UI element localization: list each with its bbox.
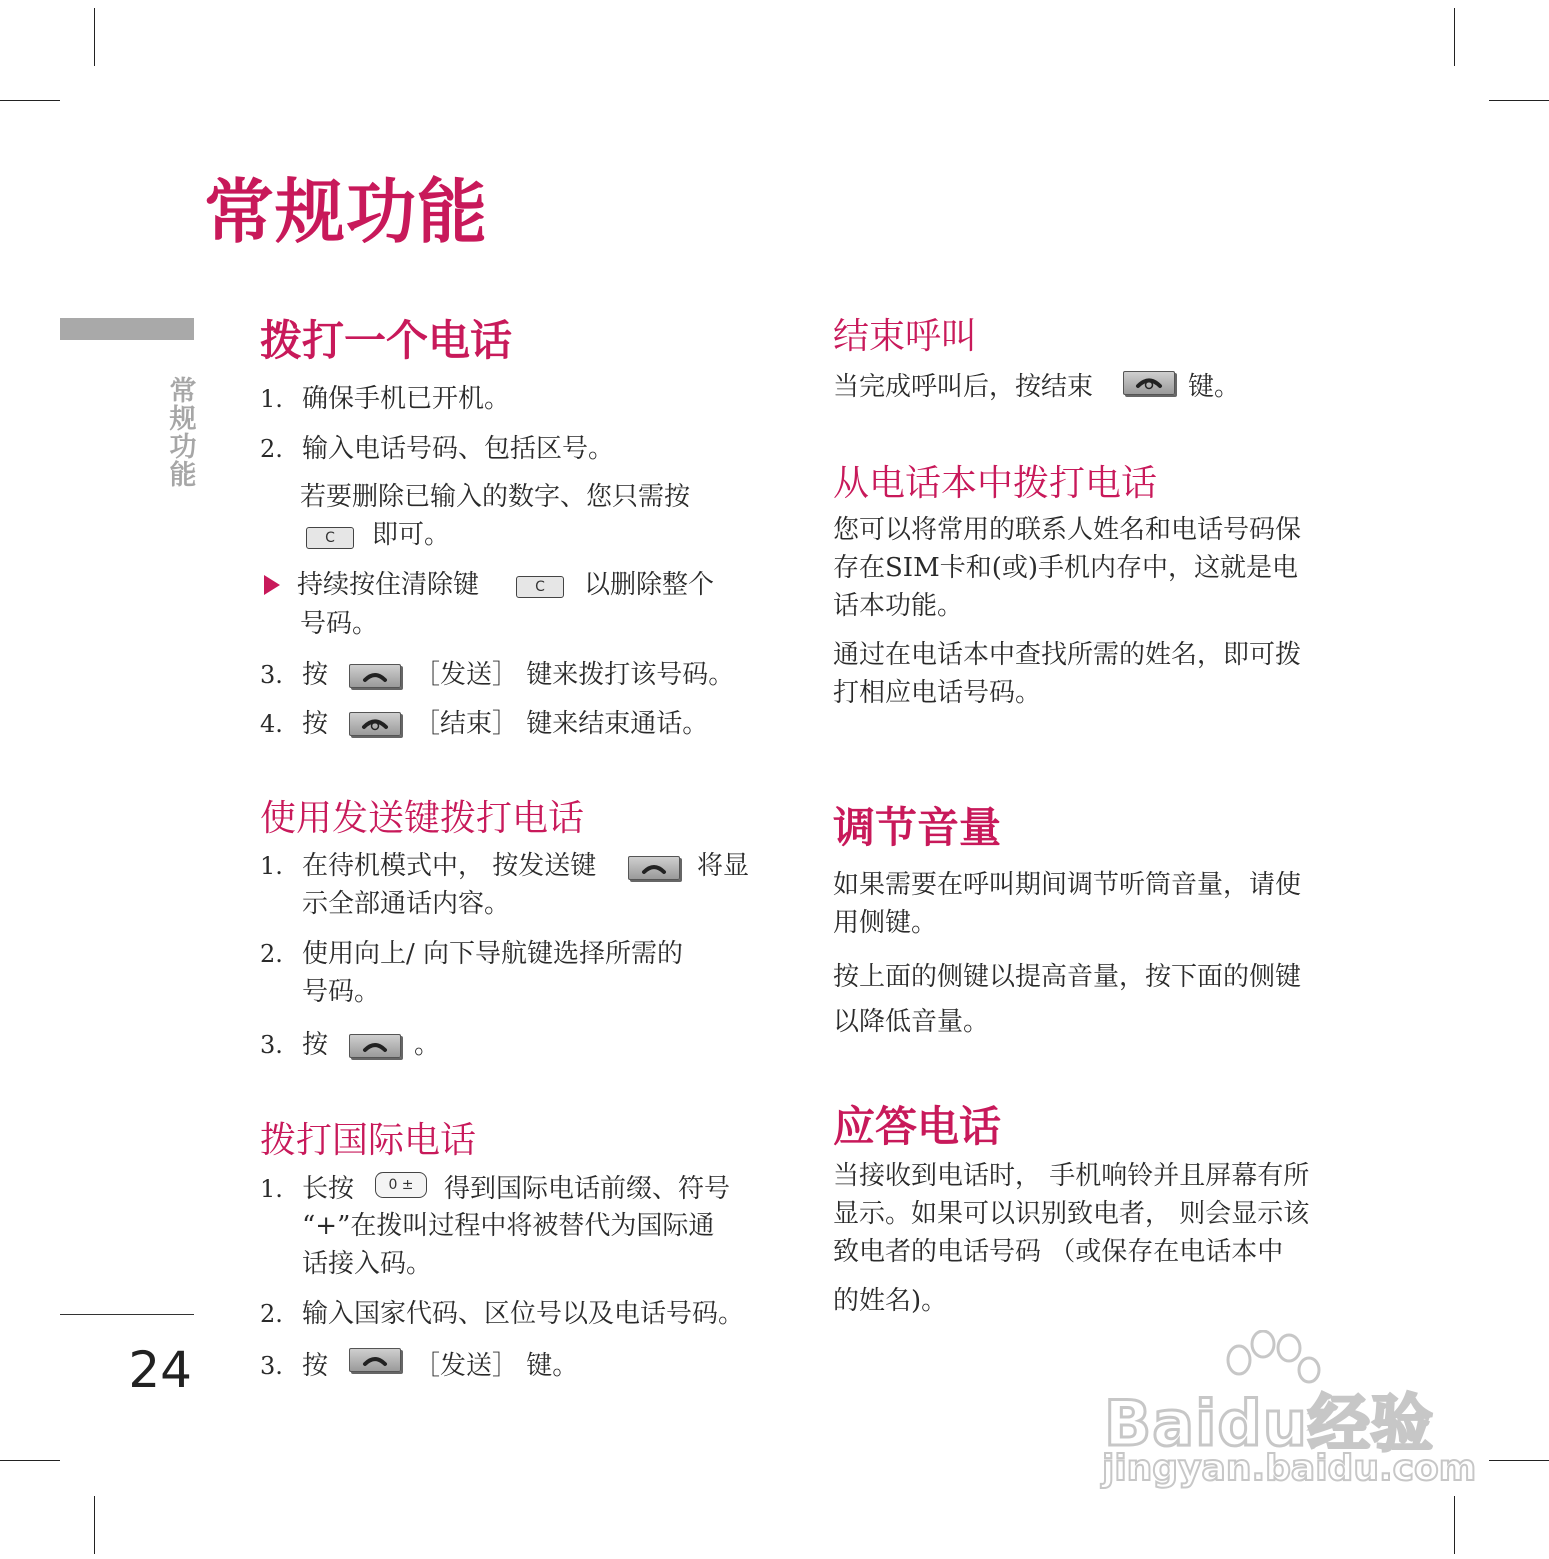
baidu-watermark bbox=[1096, 1330, 1477, 1510]
tip-text: 号码。 bbox=[300, 609, 379, 639]
list-item: 长按 bbox=[302, 1174, 355, 1204]
list-item: 将显 bbox=[697, 851, 750, 881]
list-item: 在待机模式中， 按发送键 bbox=[302, 851, 597, 881]
tip-arrow-icon bbox=[264, 575, 280, 595]
list-number: 3. bbox=[260, 1352, 283, 1380]
list-number: 1. bbox=[260, 385, 283, 413]
section-heading: 拨打国际电话 bbox=[260, 1120, 477, 1161]
list-number: 1. bbox=[260, 852, 283, 880]
list-item: 。 bbox=[414, 1030, 441, 1060]
list-item: ［结束］ 键来结束通话。 bbox=[414, 709, 709, 739]
list-item: ［发送］ 键。 bbox=[414, 1351, 579, 1381]
list-item: 按 bbox=[302, 709, 329, 739]
list-item: 使用向上/ 向下导航键选择所需的 bbox=[302, 939, 684, 969]
zero-plus-key-icon: 0 ± bbox=[375, 1172, 427, 1198]
end-key-icon bbox=[1123, 371, 1175, 395]
crop-mark bbox=[94, 1496, 95, 1554]
clear-key-icon: C bbox=[306, 527, 354, 549]
section-heading: 拨打一个电话 bbox=[260, 316, 513, 365]
body-text: 当接收到电话时， 手机响铃并且屏幕有所 bbox=[833, 1161, 1310, 1191]
clear-key-icon: C bbox=[516, 576, 564, 598]
send-key-icon bbox=[349, 664, 401, 688]
list-item: ［发送］ 键来拨打该号码。 bbox=[414, 660, 735, 690]
crop-mark bbox=[1489, 100, 1549, 101]
tip-text: 以删除整个 bbox=[584, 570, 715, 600]
body-text: 如果需要在呼叫期间调节听筒音量，请使 bbox=[833, 870, 1302, 900]
list-number: 2. bbox=[260, 435, 283, 463]
crop-mark bbox=[94, 8, 95, 66]
list-number: 2. bbox=[260, 1300, 283, 1328]
section-heading: 应答电话 bbox=[833, 1102, 1002, 1151]
chapter-tab bbox=[60, 318, 194, 340]
body-text: 键。 bbox=[1188, 372, 1241, 402]
list-number: 3. bbox=[260, 661, 283, 689]
section-heading: 调节音量 bbox=[833, 803, 1002, 852]
watermark-brand: Baidu经验 bbox=[1104, 1387, 1434, 1460]
body-text: 致电者的电话号码 （或保存在电话本中 bbox=[833, 1237, 1284, 1267]
list-number: 1. bbox=[260, 1175, 283, 1203]
list-item: 按 bbox=[302, 660, 329, 690]
section-heading: 结束呼叫 bbox=[833, 316, 978, 357]
body-text: 打相应电话号码。 bbox=[833, 678, 1042, 708]
body-text: 话本功能。 bbox=[833, 591, 964, 621]
note-text: 若要删除已输入的数字、您只需按 bbox=[300, 482, 691, 512]
crop-mark bbox=[1489, 1460, 1549, 1461]
list-item: 输入国家代码、区位号以及电话号码。 bbox=[302, 1299, 745, 1329]
page-number: 24 bbox=[128, 1341, 192, 1399]
list-item: 示全部通话内容。 bbox=[302, 889, 511, 919]
body-text: 通过在电话本中查找所需的姓名，即可拨 bbox=[833, 640, 1302, 670]
list-item: 话接入码。 bbox=[302, 1249, 433, 1279]
list-item: 按 bbox=[302, 1030, 329, 1060]
page-title: 常规功能 bbox=[204, 171, 488, 253]
send-key-icon bbox=[349, 1348, 401, 1372]
section-heading: 从电话本中拨打电话 bbox=[833, 463, 1158, 504]
body-text: 存在SIM卡和(或)手机内存中，这就是电 bbox=[833, 553, 1298, 583]
body-text: 用侧键。 bbox=[833, 908, 938, 938]
list-number: 2. bbox=[260, 940, 283, 968]
body-text: 按上面的侧键以提高音量，按下面的侧键 bbox=[833, 962, 1302, 992]
page-number-rule bbox=[60, 1314, 194, 1315]
body-text: 当完成呼叫后，按结束 bbox=[833, 372, 1094, 402]
body-text: 显示。如果可以识别致电者， 则会显示该 bbox=[833, 1199, 1310, 1229]
list-item: 确保手机已开机。 bbox=[302, 384, 511, 414]
crop-mark bbox=[0, 1460, 60, 1461]
list-item: 号码。 bbox=[302, 977, 381, 1007]
list-item: 按 bbox=[302, 1351, 329, 1381]
body-text: 您可以将常用的联系人姓名和电话号码保 bbox=[833, 515, 1302, 545]
list-item: 得到国际电话前缀、符号 bbox=[444, 1174, 731, 1204]
note-text: 即可。 bbox=[372, 520, 451, 550]
body-text: 的姓名)。 bbox=[833, 1286, 948, 1316]
end-key-icon bbox=[349, 712, 401, 736]
crop-mark bbox=[0, 100, 60, 101]
send-key-icon bbox=[628, 856, 680, 880]
crop-mark bbox=[1454, 8, 1455, 66]
list-item: “+”在拨叫过程中将被替代为国际通 bbox=[302, 1211, 715, 1241]
side-chapter-label: 常规功能 bbox=[169, 376, 197, 491]
list-item: 输入电话号码、包括区号。 bbox=[302, 434, 615, 464]
section-heading: 使用发送键拨打电话 bbox=[260, 798, 585, 839]
body-text: 以降低音量。 bbox=[833, 1007, 990, 1037]
tip-text: 持续按住清除键 bbox=[297, 570, 480, 600]
list-number: 3. bbox=[260, 1031, 283, 1059]
watermark-url: jingyan.baidu.com bbox=[1102, 1448, 1477, 1489]
send-key-icon bbox=[349, 1034, 401, 1058]
list-number: 4. bbox=[260, 710, 283, 738]
